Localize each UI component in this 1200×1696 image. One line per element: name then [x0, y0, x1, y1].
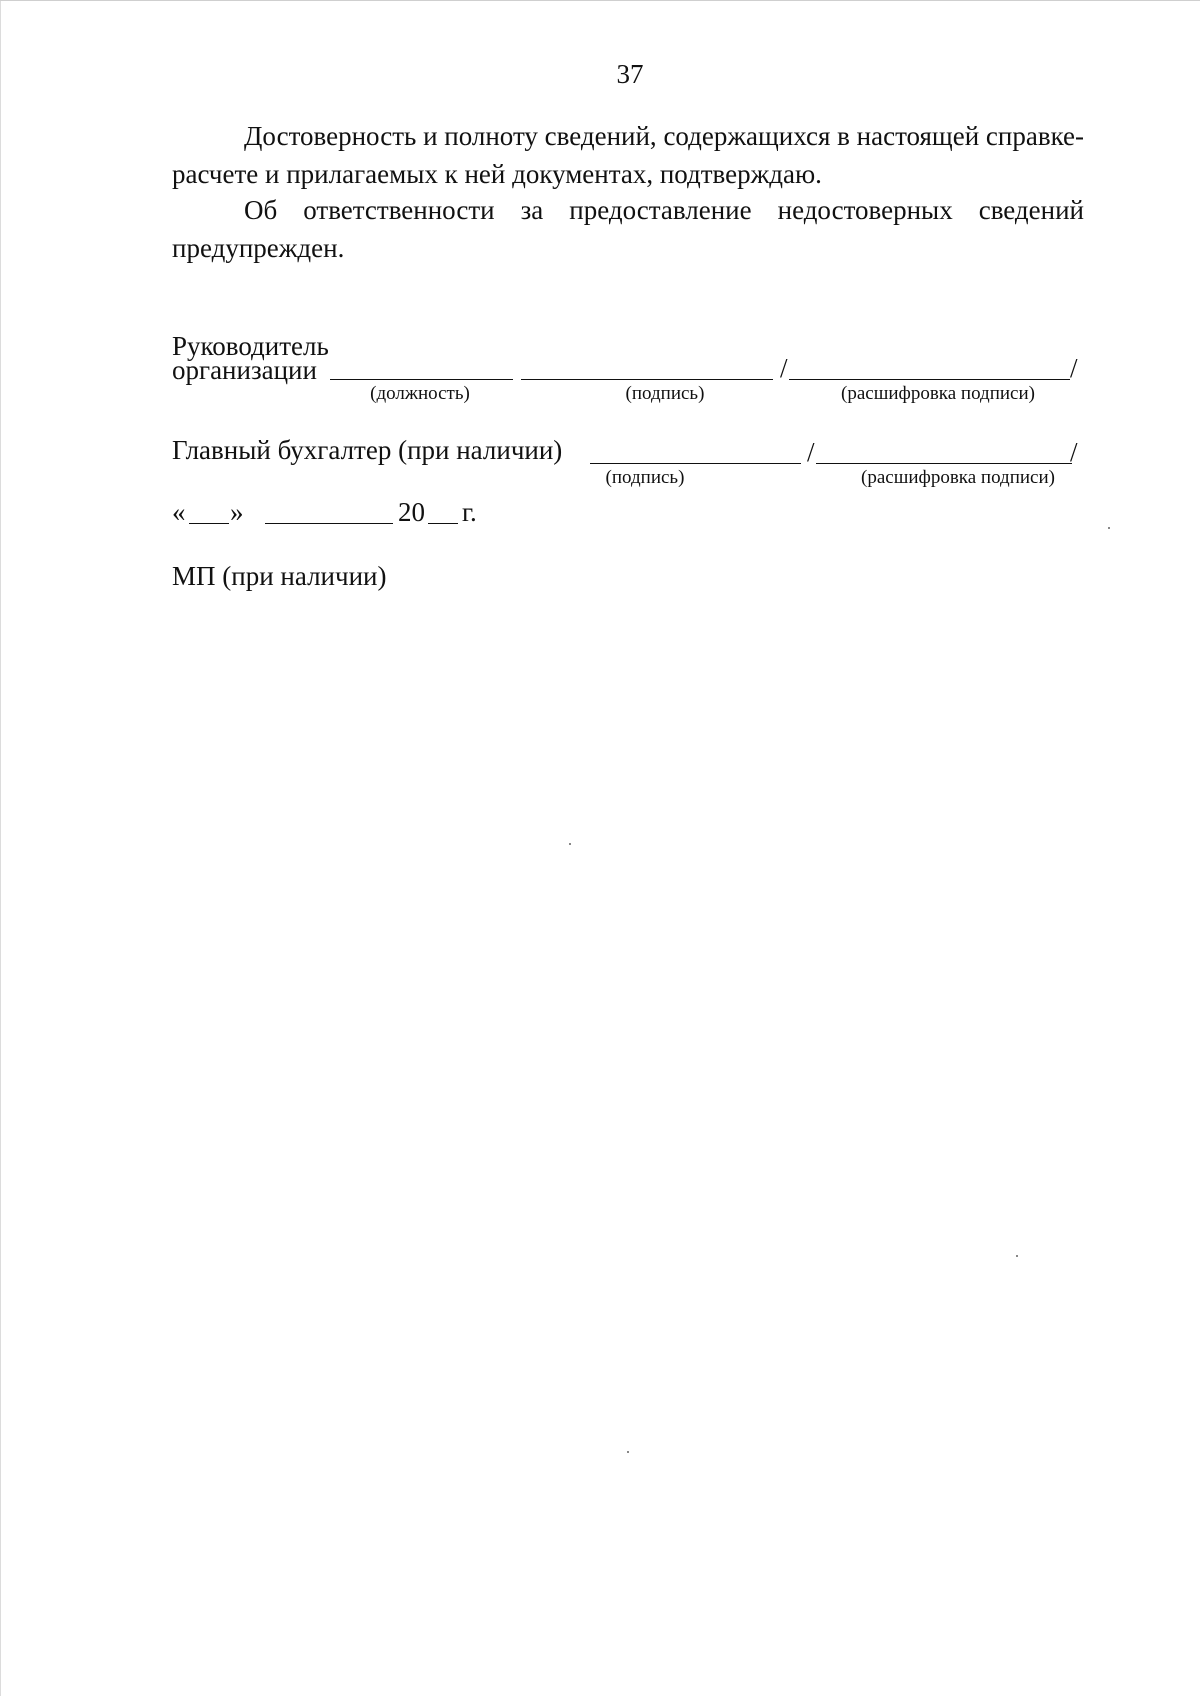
- date-year-suffix: г.: [462, 497, 477, 527]
- date-month-field[interactable]: [265, 523, 393, 524]
- head-decode-field[interactable]: [789, 379, 1070, 380]
- head-slash-left: /: [780, 353, 788, 383]
- responsibility-text: Об ответственности за предоставление недостоверных сведений предупрежден.: [172, 195, 1084, 263]
- date-year-prefix: 20: [398, 497, 425, 527]
- accountant-signature-field[interactable]: [590, 463, 801, 464]
- stamp-label: МП (при наличии): [172, 561, 387, 591]
- confirmation-paragraph: [172, 117, 1084, 193]
- date-day-field[interactable]: [189, 523, 229, 524]
- head-slash-right: /: [1070, 353, 1078, 383]
- head-caption-position: (должность): [370, 383, 470, 404]
- scan-speck: [569, 843, 571, 845]
- page-edge: [0, 1, 1, 1696]
- responsibility-paragraph: [172, 191, 1084, 267]
- date-close-quote: »: [230, 497, 244, 527]
- accountant-decode-field[interactable]: [816, 463, 1072, 464]
- head-label-line2: организации: [172, 355, 317, 385]
- date-open-quote: «: [172, 497, 186, 527]
- scan-speck: [1016, 1255, 1018, 1257]
- accountant-slash-right: /: [1070, 437, 1078, 467]
- scan-speck: [627, 1451, 629, 1453]
- head-position-field[interactable]: [330, 379, 513, 380]
- head-signature-field[interactable]: [521, 379, 773, 380]
- date-year-field[interactable]: [428, 523, 458, 524]
- head-caption-signature: (подпись): [625, 383, 705, 404]
- scan-speck: [1108, 527, 1110, 529]
- head-caption-decode: (расшифровка подписи): [841, 383, 1035, 404]
- page-number: 37: [616, 59, 644, 89]
- accountant-label: Главный бухгалтер (при наличии): [172, 435, 563, 465]
- confirmation-text: Достоверность и полноту сведений, содержащихся в настоящей справке-расчете и прилагаемых к ней документах, подтверждаю.: [172, 121, 1084, 189]
- accountant-caption-signature: (подпись): [605, 467, 685, 488]
- head-label-line1: Руководитель: [172, 331, 329, 361]
- accountant-slash-left: /: [807, 437, 815, 467]
- accountant-caption-decode: (расшифровка подписи): [861, 467, 1055, 488]
